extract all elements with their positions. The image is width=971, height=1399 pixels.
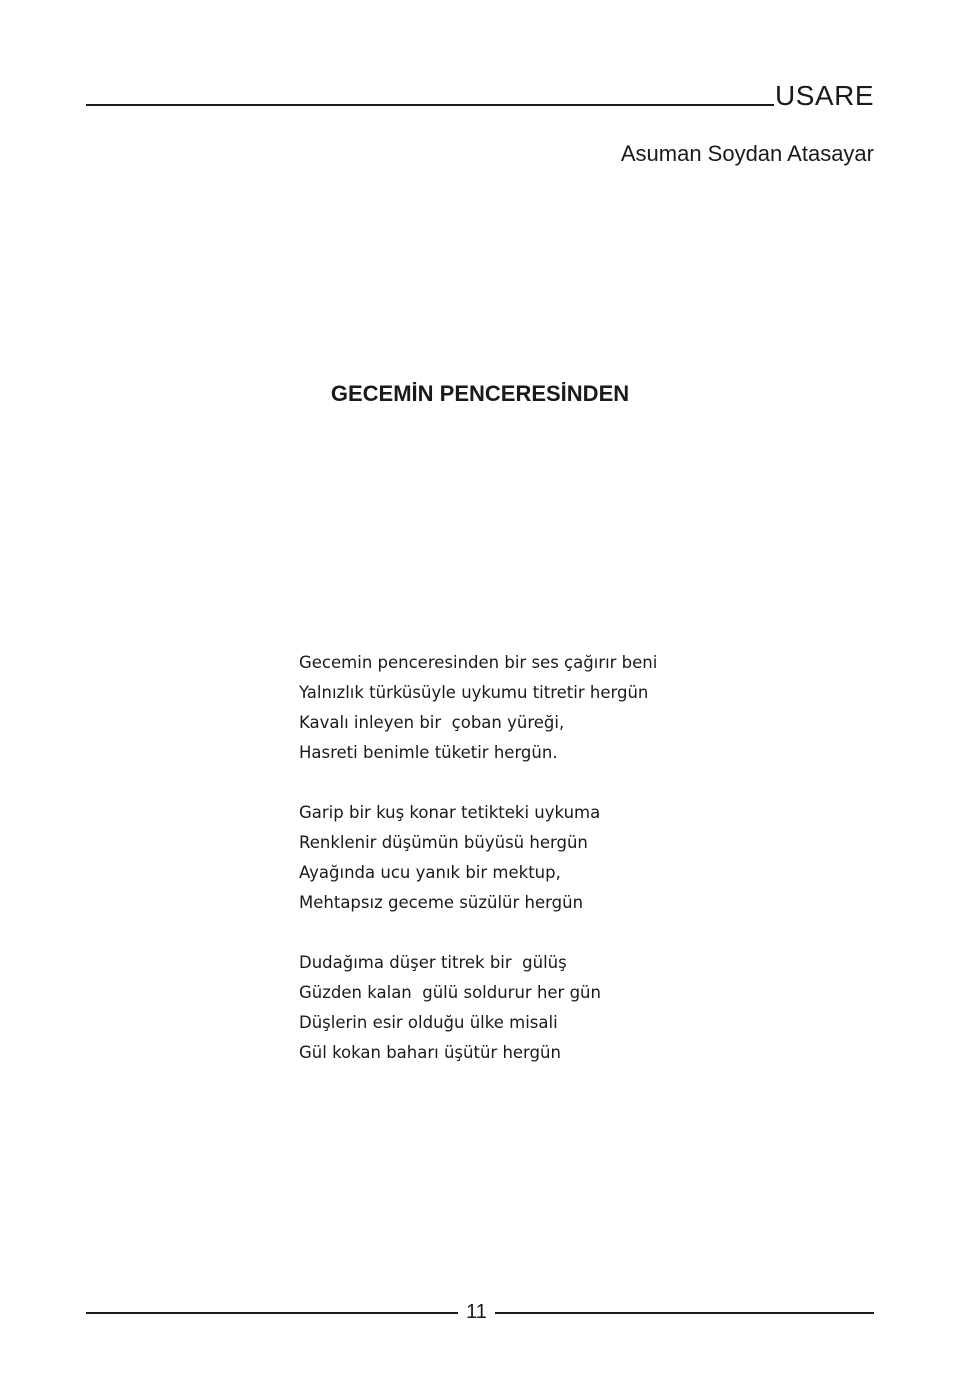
poem-line: Hasreti benimle tüketir hergün. (299, 743, 558, 762)
poem-line: Garip bir kuş konar tetikteki uykuma (299, 803, 601, 822)
poem-line: Kavalı inleyen bir çoban yüreği, (299, 713, 565, 732)
stanza (299, 948, 657, 1068)
poem-body (299, 648, 657, 1098)
footer-rule-right (495, 1312, 874, 1314)
poem-line: Mehtapsız geceme süzülür hergün (299, 893, 584, 912)
poem-line: Yalnızlık türküsüyle uykumu titretir hergün (299, 683, 649, 702)
header-rule (86, 104, 774, 106)
stanza (299, 648, 657, 768)
stanza (299, 798, 657, 918)
poem-title: GECEMİN PENCERESİNDEN (330, 381, 630, 406)
footer-rule-left (86, 1312, 458, 1314)
poem-line: Dudağıma düşer titrek bir gülüş (299, 953, 567, 972)
author-name: Asuman Soydan Atasayar (620, 141, 874, 166)
journal-name: USARE (775, 80, 874, 111)
poem-line: Düşlerin esir olduğu ülke misali (299, 1013, 558, 1032)
poem-line: Gecemin penceresinden bir ses çağırır beni (299, 653, 658, 672)
poem-line: Renklenir düşümün büyüsü hergün (299, 833, 588, 852)
page-number: 11 (466, 1301, 487, 1323)
poem-line: Gül kokan baharı üşütür hergün (299, 1043, 561, 1062)
poem-line: Ayağında ucu yanık bir mektup, (299, 863, 561, 882)
poem-line: Güzden kalan gülü soldurur her gün (299, 983, 601, 1002)
